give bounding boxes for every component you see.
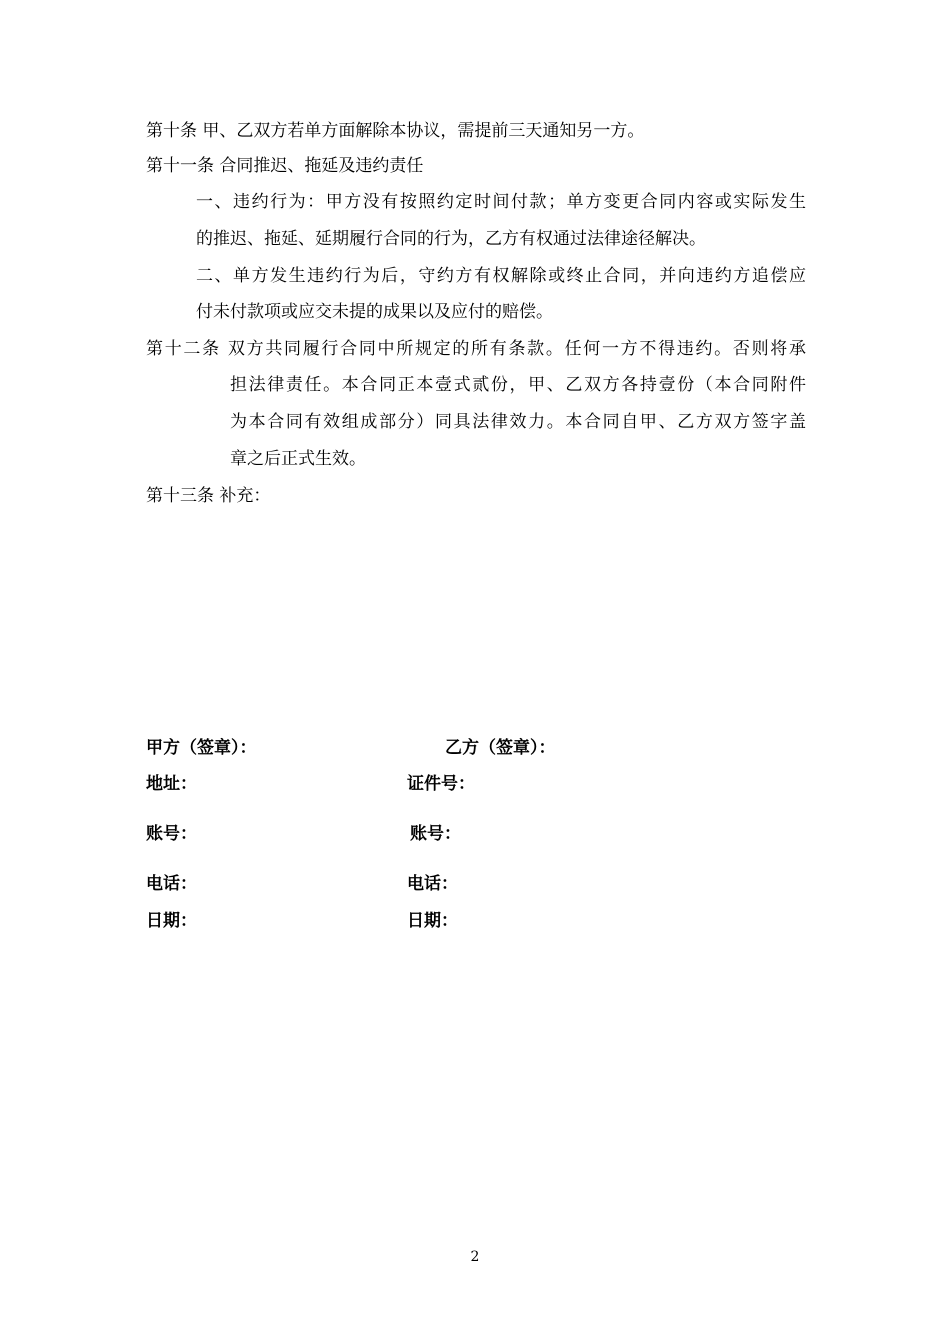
- clause-12-line-2: 担法律责任。本合同正本壹式贰份，甲、乙双方各持壹份（本合同附件: [230, 375, 806, 395]
- party-b-date-label: 日期：: [407, 911, 458, 931]
- party-b-signature-title: 乙方（签章）：: [445, 738, 556, 758]
- clause-12-line-4: 章之后正式生效。: [230, 449, 366, 469]
- party-a-account-label: 账号：: [146, 824, 197, 844]
- clause-11-item-2-line-2: 付未付款项或应交未提的成果以及应付的赔偿。: [196, 302, 553, 322]
- page-number: 2: [470, 1249, 480, 1265]
- clause-13: 第十三条 补充：: [146, 486, 271, 506]
- clause-11-item-1-line-2: 的推迟、拖延、延期履行合同的行为，乙方有权通过法律途径解决。: [196, 229, 706, 249]
- clause-12-line-1: 第十二条 双方共同履行合同中所规定的所有条款。任何一方不得违约。否则将承: [146, 339, 806, 359]
- party-a-phone-label: 电话：: [146, 874, 197, 894]
- party-b-account-label: 账号：: [410, 824, 461, 844]
- clause-11-item-2-line-1: 二、单方发生违约行为后，守约方有权解除或终止合同，并向违约方追偿应: [196, 266, 806, 286]
- party-b-phone-label: 电话：: [407, 874, 458, 894]
- clause-11-item-1-line-1: 一、违约行为：甲方没有按照约定时间付款；单方变更合同内容或实际发生: [196, 192, 806, 212]
- clause-11-title: 第十一条 合同推迟、拖延及违约责任: [146, 156, 424, 176]
- clause-10: 第十条 甲、乙双方若单方面解除本协议，需提前三天通知另一方。: [146, 121, 645, 141]
- party-a-date-label: 日期：: [146, 911, 197, 931]
- clause-12-line-3: 为本合同有效组成部分）同具法律效力。本合同自甲、乙方双方签字盖: [230, 412, 806, 432]
- party-a-address-label: 地址：: [146, 774, 197, 794]
- party-b-id-number-label: 证件号：: [407, 774, 475, 794]
- party-a-signature-title: 甲方（签章）：: [146, 738, 257, 758]
